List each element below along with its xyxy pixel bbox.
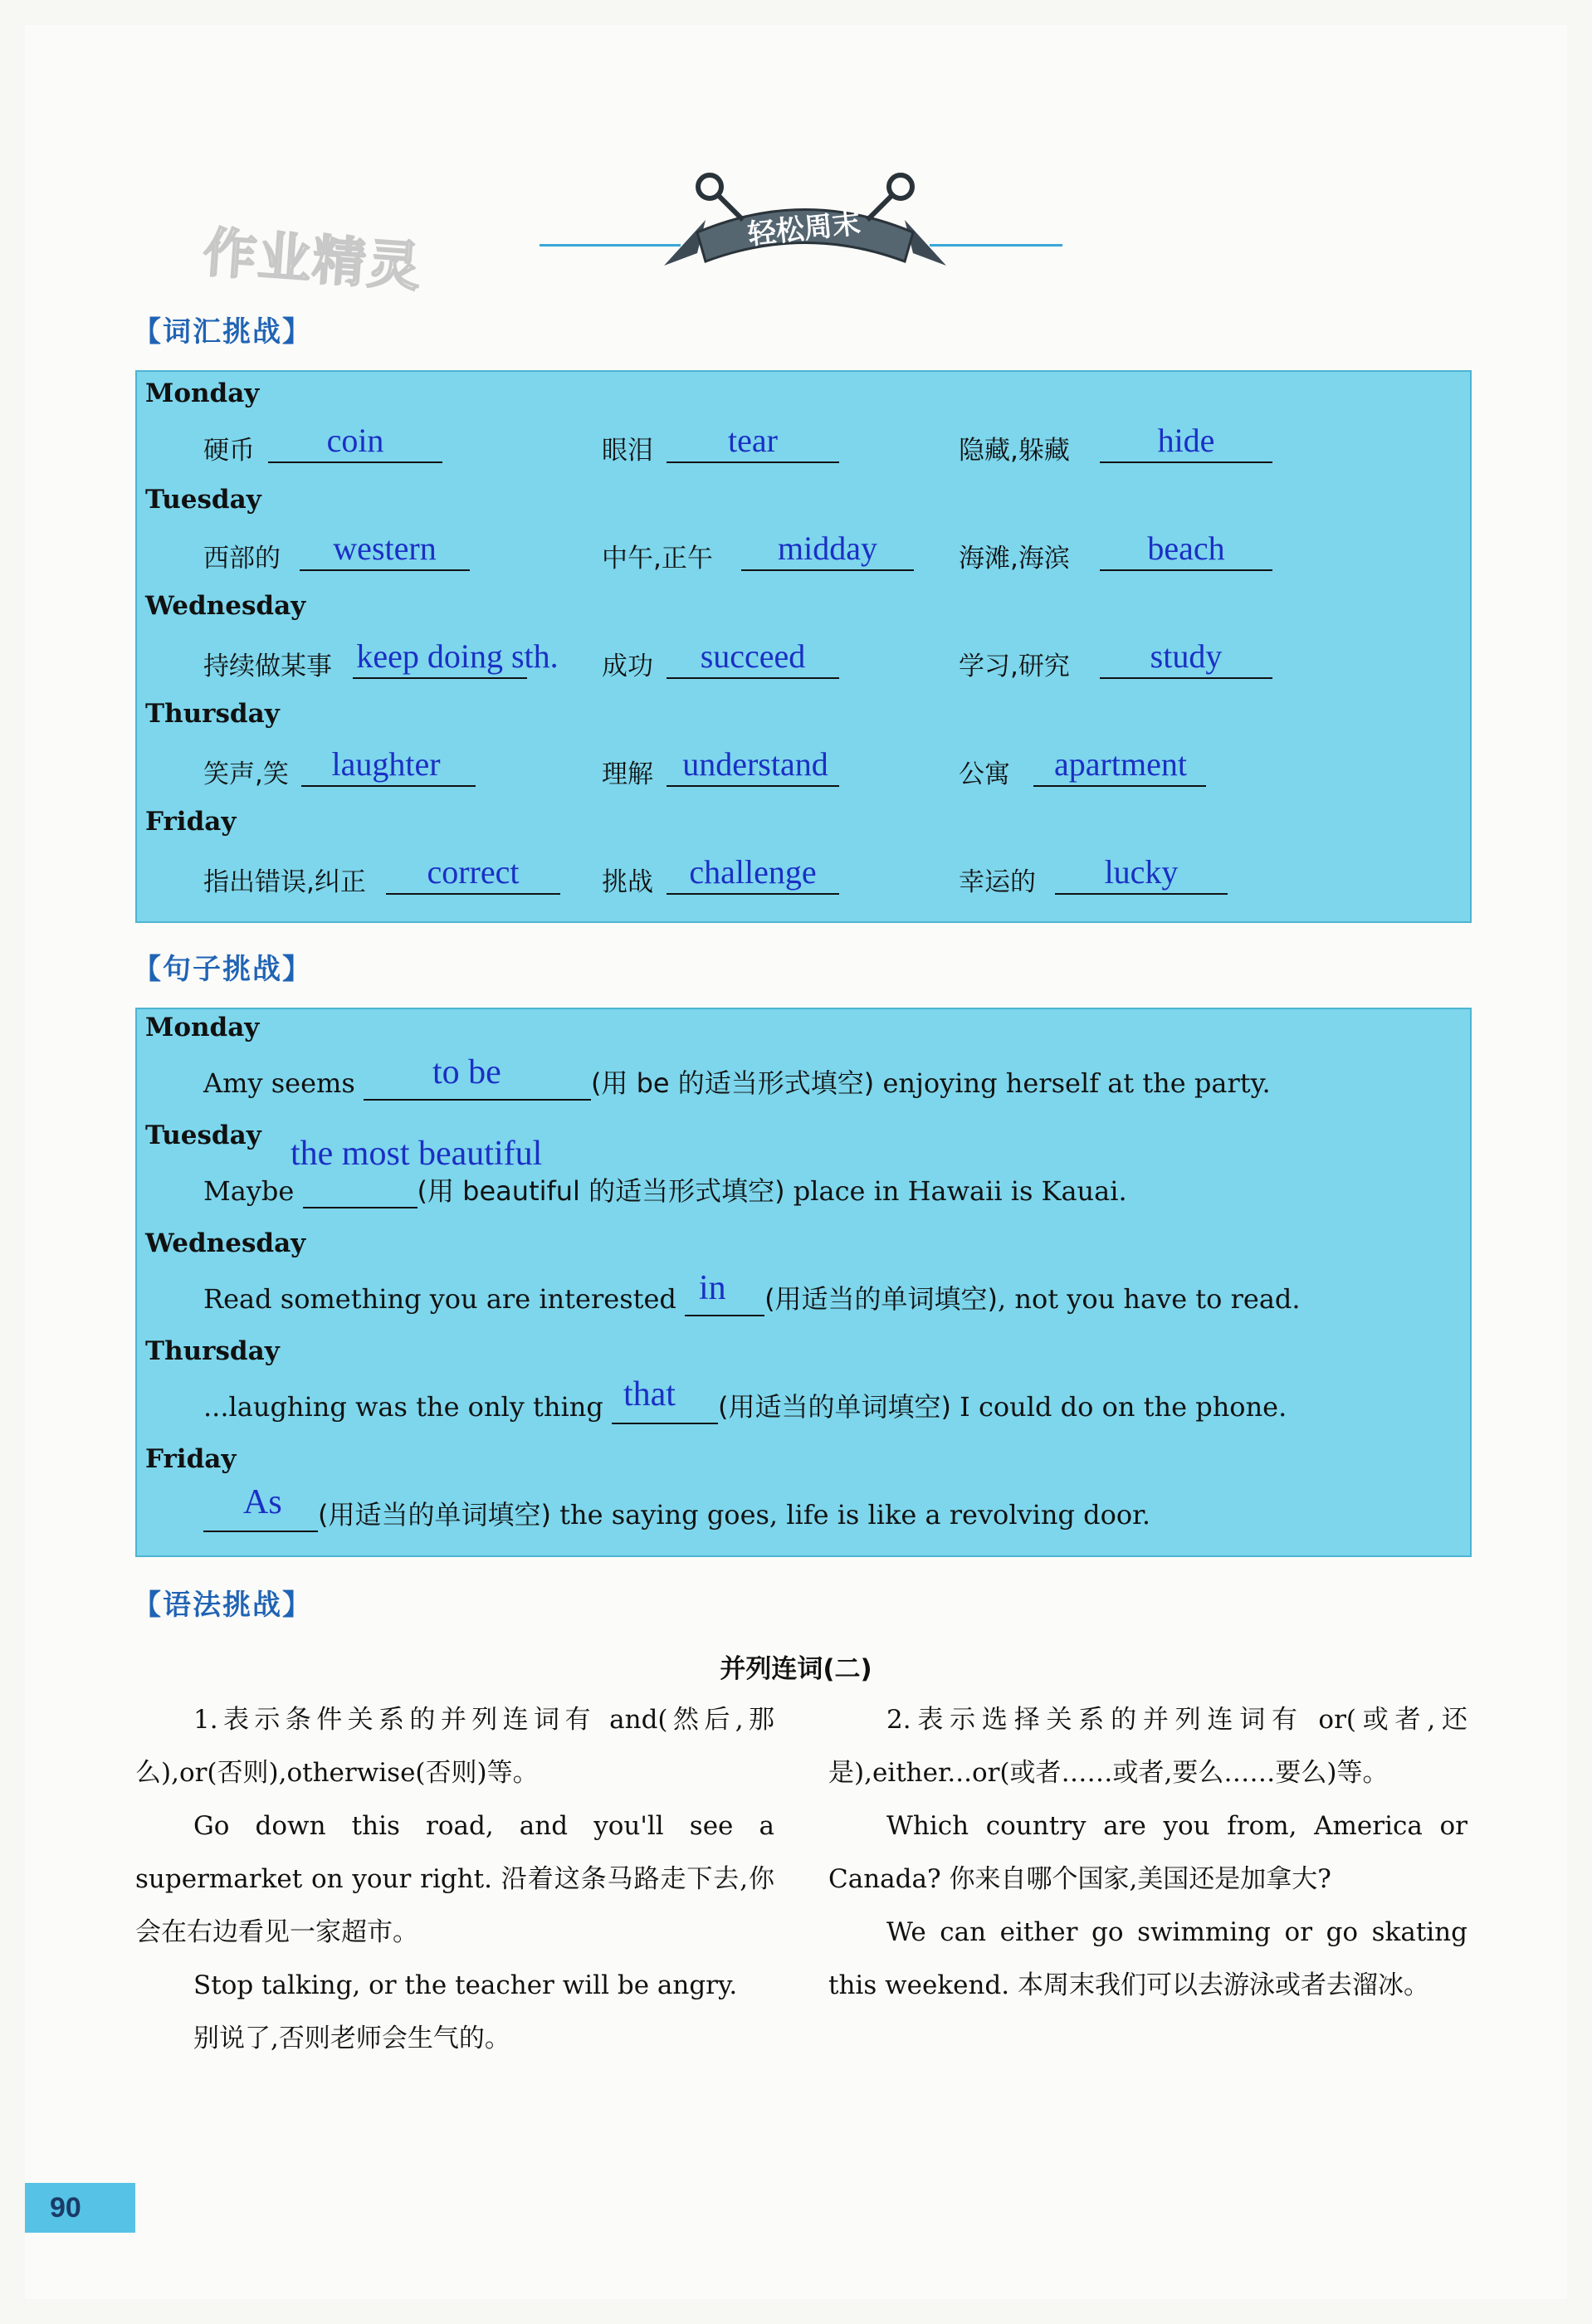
grammar-translation: 别说了,否则老师会生气的。 <box>193 2024 510 2053</box>
day-label: Thursday <box>145 699 280 729</box>
vocab-item <box>959 636 1291 686</box>
page-number: 90 <box>25 2183 135 2233</box>
vocab-prompt: 眼泪 <box>602 436 653 466</box>
vocab-prompt: 持续做某事 <box>203 652 332 681</box>
answer-blank[interactable] <box>1100 569 1272 571</box>
sentence-hint: (用 be 的适当形式填空) <box>590 1067 875 1099</box>
day-label: Monday <box>145 1013 260 1042</box>
vocab-item <box>602 528 934 578</box>
handwritten-answer: western <box>333 530 437 567</box>
answer-blank[interactable] <box>667 785 839 787</box>
vocab-prompt: 成功 <box>602 652 653 681</box>
handwritten-answer: laughter <box>331 745 441 783</box>
handwritten-answer: the most beautiful <box>291 1135 543 1173</box>
sentence-text: Amy seems <box>203 1067 364 1099</box>
section-heading-grammar: 【语法挑战】 <box>133 1589 312 1622</box>
handwritten-answer: correct <box>427 853 520 891</box>
vocab-item <box>203 852 585 901</box>
crab-banner-icon <box>647 170 963 286</box>
answer-blank[interactable] <box>1033 785 1206 787</box>
vocab-prompt: 学习,研究 <box>959 652 1070 681</box>
vocab-item <box>959 852 1291 901</box>
sentence-hint: (用适当的单词填空) <box>718 1391 951 1423</box>
handwritten-answer: succeed <box>700 637 806 675</box>
grammar-example: Which country are you from, America or Canada? 你来自哪个国家,美国还是加拿大? <box>828 1811 1467 1894</box>
day-label: Wednesday <box>145 591 306 621</box>
watermark-logo: 作业精灵 <box>201 222 424 300</box>
answer-blank[interactable] <box>1100 677 1272 679</box>
handwritten-answer: midday <box>778 530 877 567</box>
vocab-item <box>602 420 876 470</box>
sentence-item <box>203 1062 1271 1101</box>
answer-blank[interactable] <box>667 461 839 463</box>
vocab-item <box>959 420 1291 470</box>
day-label: Monday <box>145 378 260 408</box>
vocab-prompt: 西部的 <box>203 544 281 574</box>
day-label: Thursday <box>145 1336 280 1366</box>
grammar-rule: 1.表示条件关系的并列连词有 and(然后,那么),or(否则),otherwise(否则)等。 <box>135 1705 774 1788</box>
answer-blank[interactable] <box>741 569 914 571</box>
sentence-item <box>203 1170 1127 1208</box>
handwritten-answer: study <box>1150 637 1223 675</box>
grammar-example: We can either go swimming or go skating this weekend. 本周末我们可以去游泳或者去溜冰。 <box>828 1917 1467 2000</box>
handwritten-answer: apartment <box>1054 745 1187 783</box>
answer-blank[interactable] <box>301 785 476 787</box>
answer-blank[interactable] <box>353 677 527 679</box>
sentence-text: enjoying herself at the party. <box>874 1067 1271 1099</box>
grammar-rule: 2.表示选择关系的并列连词有 or(或者,还是),either...or(或者……或者,要么……要么)等。 <box>828 1705 1467 1788</box>
answer-blank[interactable] <box>1055 893 1228 895</box>
vocab-item <box>602 852 934 901</box>
grammar-example: Go down this road, and you'll see a supermarket on your right. 沿着这条马路走下去,你会在右边看见一家超市。 <box>135 1811 774 1947</box>
handwritten-answer: keep doing sth. <box>356 637 559 675</box>
sentence-item <box>203 1278 1301 1316</box>
vocab-item <box>203 636 585 686</box>
handwritten-answer: coin <box>326 422 384 459</box>
vocab-prompt: 指出错误,纠正 <box>203 867 366 897</box>
answer-blank[interactable] <box>300 569 470 571</box>
vocab-prompt: 硬币 <box>203 436 255 466</box>
sentence-item <box>203 1386 1287 1424</box>
sentence-text: Read something you are interested <box>203 1283 686 1315</box>
sentence-hint: (用适当的单词填空) <box>318 1499 551 1531</box>
vocab-panel <box>135 370 1472 923</box>
vocab-item <box>959 528 1291 578</box>
day-label: Friday <box>145 807 237 837</box>
handwritten-answer: that <box>623 1375 676 1413</box>
vocab-prompt: 隐藏,躲藏 <box>959 436 1070 466</box>
section-heading-sentence: 【句子挑战】 <box>133 953 312 986</box>
banner-label: 轻松周末 <box>746 207 862 252</box>
handwritten-answer: hide <box>1157 422 1215 459</box>
vocab-prompt: 笑声,笑 <box>203 759 289 789</box>
sentence-panel <box>135 1008 1472 1557</box>
vocab-prompt: 挑战 <box>602 867 653 897</box>
vocab-prompt: 中午,正午 <box>602 544 713 574</box>
sentence-text: I could do on the phone. <box>950 1391 1287 1423</box>
vocab-item <box>203 528 535 578</box>
vocab-item <box>602 744 934 793</box>
handwritten-answer: lucky <box>1104 853 1179 891</box>
vocab-item <box>959 744 1291 793</box>
vocab-item <box>602 636 934 686</box>
answer-blank[interactable] <box>386 893 560 895</box>
day-label: Wednesday <box>145 1228 306 1258</box>
sentence-hint: (用 beautiful 的适当形式填空) <box>417 1175 785 1207</box>
grammar-example: Stop talking, or the teacher will be angry. <box>193 1970 738 2000</box>
grammar-right-column <box>828 1693 1467 2012</box>
day-label: Tuesday <box>145 1120 261 1150</box>
handwritten-answer: tear <box>728 422 778 459</box>
handwritten-answer: understand <box>682 745 828 783</box>
answer-blank[interactable] <box>268 461 442 463</box>
day-label: Tuesday <box>145 485 261 515</box>
grammar-left-column <box>135 1693 774 2065</box>
sentence-hint: (用适当的单词填空) <box>764 1283 999 1315</box>
vocab-prompt: 幸运的 <box>959 867 1036 897</box>
day-label: Friday <box>145 1444 237 1474</box>
sentence-text: ...laughing was the only thing <box>203 1391 612 1423</box>
sentence-item <box>203 1494 1150 1532</box>
sentence-text: place in Hawaii is Kauai. <box>784 1175 1127 1207</box>
handwritten-answer: to be <box>432 1053 501 1091</box>
handwritten-answer: challenge <box>689 853 817 891</box>
handwritten-answer: As <box>243 1483 282 1521</box>
vocab-item <box>203 420 477 470</box>
answer-blank[interactable] <box>303 1179 418 1208</box>
grammar-title: 并列连词(二) <box>720 1654 872 1684</box>
vocab-prompt: 公寓 <box>959 759 1010 789</box>
section-heading-vocab: 【词汇挑战】 <box>133 315 312 349</box>
handwritten-answer: in <box>699 1269 726 1307</box>
sentence-text: , not you have to read. <box>998 1283 1301 1315</box>
sentence-text: the saying goes, life is like a revolving door. <box>550 1499 1151 1531</box>
vocab-prompt: 理解 <box>602 759 653 789</box>
answer-blank[interactable] <box>1100 461 1272 463</box>
sentence-text: Maybe <box>203 1175 303 1207</box>
vocab-item <box>203 744 535 793</box>
answer-blank[interactable] <box>667 893 839 895</box>
answer-blank[interactable] <box>667 677 839 679</box>
vocab-prompt: 海滩,海滨 <box>959 544 1070 574</box>
handwritten-answer: beach <box>1147 530 1225 567</box>
